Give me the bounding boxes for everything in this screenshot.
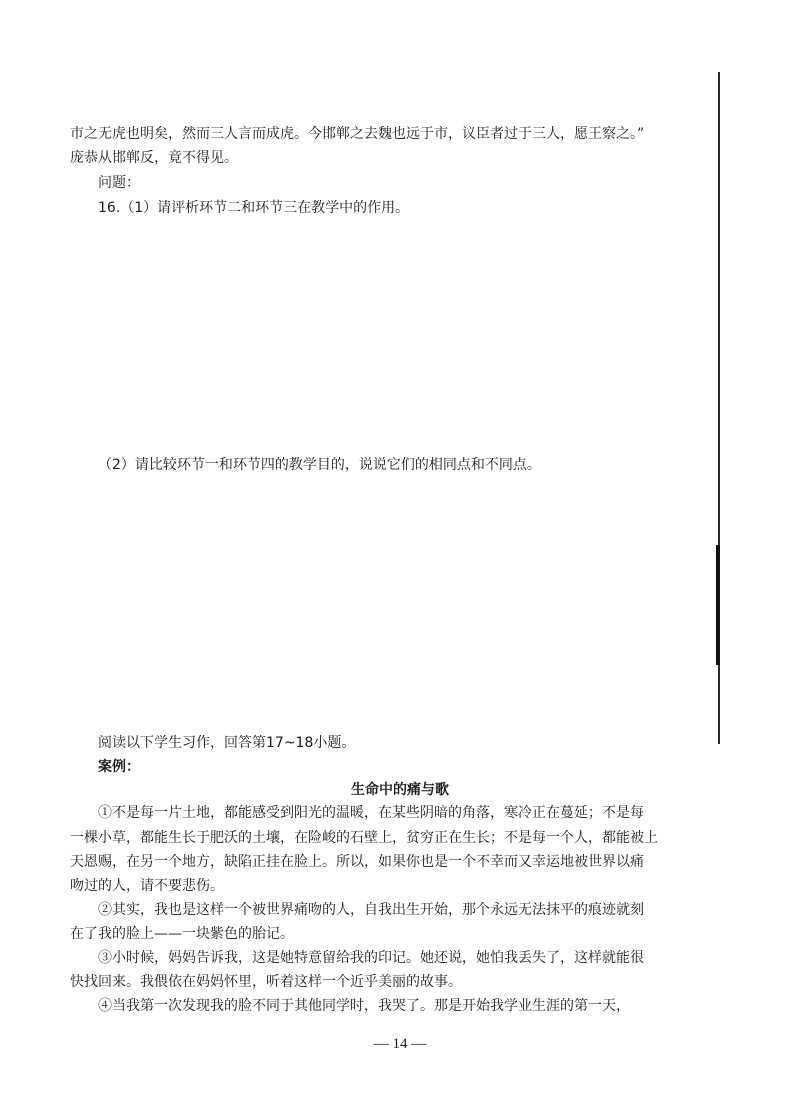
essay-paragraph-line: 吻过的人，请不要悲伤。 xyxy=(70,878,224,894)
page-binding-shadow xyxy=(716,545,720,665)
reading-instruction: 阅读以下学生习作，回答第17~18小题。 xyxy=(98,735,356,751)
essay-paragraph-line: ③小时候，妈妈告诉我，这是她特意留给我的印记。她还说，她怕我丢失了，这样就能很 xyxy=(98,950,644,966)
passage-line-2: 庞恭从邯郸反，竟不得见。 xyxy=(70,150,238,166)
essay-paragraph-line: ②其实，我也是这样一个被世界痛吻的人，自我出生开始，那个永远无法抹平的痕迹就刻 xyxy=(98,902,644,918)
essay-paragraph-line: 快找回来。我偎依在妈妈怀里，听着这样一个近乎美丽的故事。 xyxy=(70,974,462,990)
questions-heading: 问题： xyxy=(98,175,140,191)
essay-title: 生命中的痛与歌 xyxy=(351,782,449,798)
case-label: 案例： xyxy=(98,759,140,775)
passage-line-1: 市之无虎也明矣，然而三人言而成虎。今邯郸之去魏也远于市，议臣者过于三人，愿王察之。” xyxy=(70,126,645,142)
essay-paragraph-line: ④当我第一次发现我的脸不同于其他同学时，我哭了。那是开始我学业生涯的第一天， xyxy=(98,998,630,1014)
essay-paragraph-line: ①不是每一片土地，都能感受到阳光的温暖，在某些阴暗的角落，寒冷正在蔓延；不是每 xyxy=(98,805,644,821)
essay-paragraph-line: 天恩赐，在另一个地方，缺陷正挂在脸上。所以，如果你也是一个不幸而又幸运地被世界以痛 xyxy=(70,854,644,870)
page-number: — 14 — xyxy=(373,1036,427,1052)
essay-paragraph-line: 一棵小草，都能生长于肥沃的土壤，在险峻的石壁上，贫穷正在生长；不是每一个人，都能被上 xyxy=(70,830,658,846)
question-16-part-1: 16.（1）请评析环节二和环节三在教学中的作用。 xyxy=(98,200,410,216)
essay-paragraph-line: 在了我的脸上——一块紫色的胎记。 xyxy=(70,926,294,942)
question-16-part-2: （2）请比较环节一和环节四的教学目的，说说它们的相同点和不同点。 xyxy=(98,457,541,473)
